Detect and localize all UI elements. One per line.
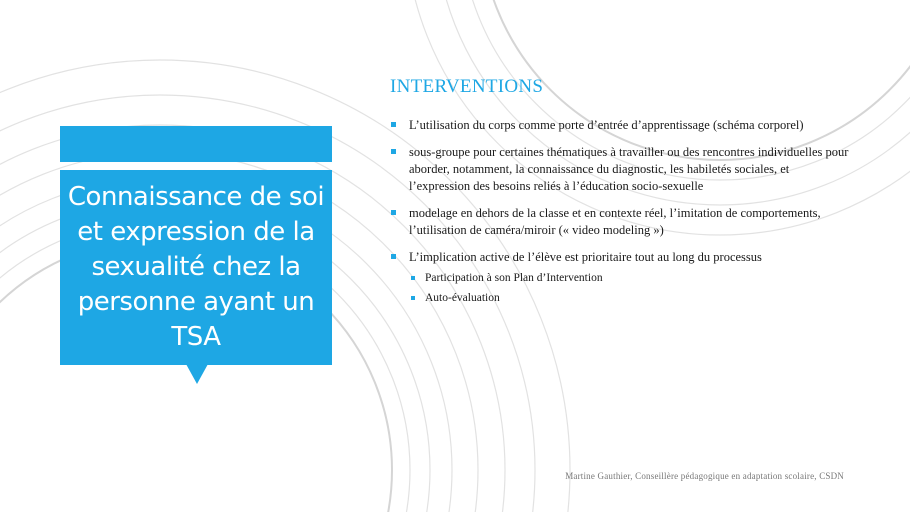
footer-credit: Martine Gauthier, Conseillère pédagogique en adaptation scolaire, CSDN xyxy=(565,471,844,481)
bullet-item xyxy=(390,205,850,239)
title-box xyxy=(60,170,332,365)
slide-title: Connaissance de soi et expression de la sexualité chez la personne ayant un TSA xyxy=(67,182,325,352)
sub-bullet-list xyxy=(409,270,850,307)
section-heading: INTERVENTIONS xyxy=(390,76,544,97)
bullet-list xyxy=(390,117,850,317)
sub-bullet-item: Auto-évaluation xyxy=(409,290,850,307)
bullet-item xyxy=(390,117,850,134)
bullet-text: sous-groupe pour certaines thématiques à travailler ou des rencontres individuelles pour aborder, notamment, la connaissance du diagnostic, les habiletés sociales, et l’expression des besoins reliés à l’éducation socio-sexuelle xyxy=(409,145,849,193)
bullet-item xyxy=(390,144,850,195)
bullet-text: modelage en dehors de la classe et en contexte réel, l’imitation de comportements, l’utilisation de caméra/miroir (« video modeling ») xyxy=(409,206,821,237)
bullet-text: L’utilisation du corps comme porte d’entrée d’apprentissage (schéma corporel) xyxy=(409,118,804,132)
bullet-text: L’implication active de l’élève est prioritaire tout au long du processus xyxy=(409,250,762,264)
title-pointer xyxy=(186,364,208,384)
sub-bullet-item: Participation à son Plan d’Intervention xyxy=(409,270,850,287)
bullet-item xyxy=(390,249,850,307)
title-accent-bar xyxy=(60,126,332,162)
